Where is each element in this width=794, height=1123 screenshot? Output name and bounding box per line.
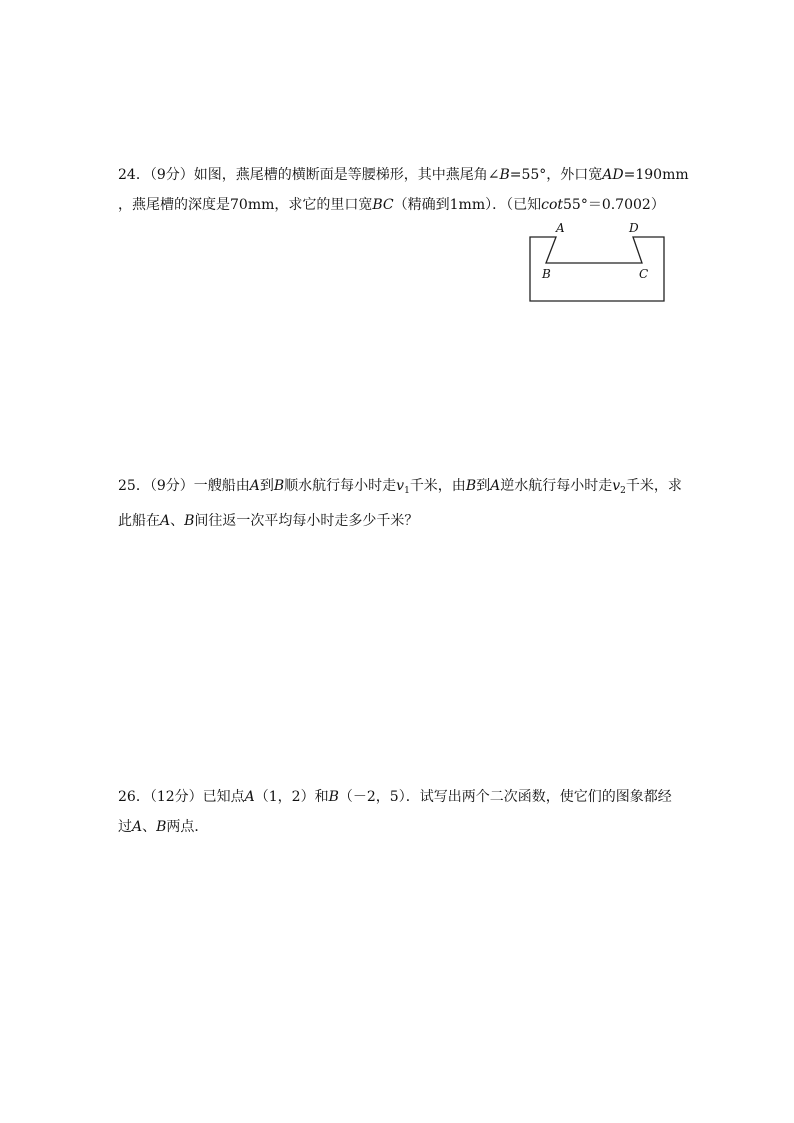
dovetail-groove-figure xyxy=(526,217,668,303)
problem-25 xyxy=(118,471,682,536)
problem-26 xyxy=(118,782,678,842)
label-a: A xyxy=(556,221,565,235)
problem-25-line-2: 此船在A、B间往返一次平均每小时走多少千米？ xyxy=(118,513,419,529)
problem-24-line-2: ，燕尾槽的深度是70mm，求它的里口宽BC（精确到1mm）．（已知cot55°＝0.7002） xyxy=(118,197,665,213)
problem-26-line-2: 过A、B两点． xyxy=(118,819,209,835)
cot-function: cot xyxy=(541,197,564,213)
label-d: D xyxy=(629,221,639,235)
problem-24 xyxy=(118,160,689,220)
var-b: B xyxy=(499,167,510,183)
problem-25-line-1: 25．（9分）一艘船由A到B顺水航行每小时走$v_1$千米，由B到A逆水航行每小时走$v_2$千米，求 xyxy=(118,478,682,496)
problem-24-line-1: 24．（9分）如图，燕尾槽的横断面是等腰梯形，其中燕尾角∠B=55°，外口宽AD=190mm xyxy=(118,167,689,183)
var-ad: AD xyxy=(602,167,624,183)
label-c: C xyxy=(639,267,649,281)
var-v1: v xyxy=(396,478,405,494)
label-b: B xyxy=(542,267,551,281)
problem-26-line-1: 26．（12分）已知点A（1，2）和B（－2，5）．试写出两个二次函数，使它们的图象都经 xyxy=(118,789,672,805)
var-v2: v xyxy=(612,478,621,494)
var-bc: BC xyxy=(372,197,394,213)
